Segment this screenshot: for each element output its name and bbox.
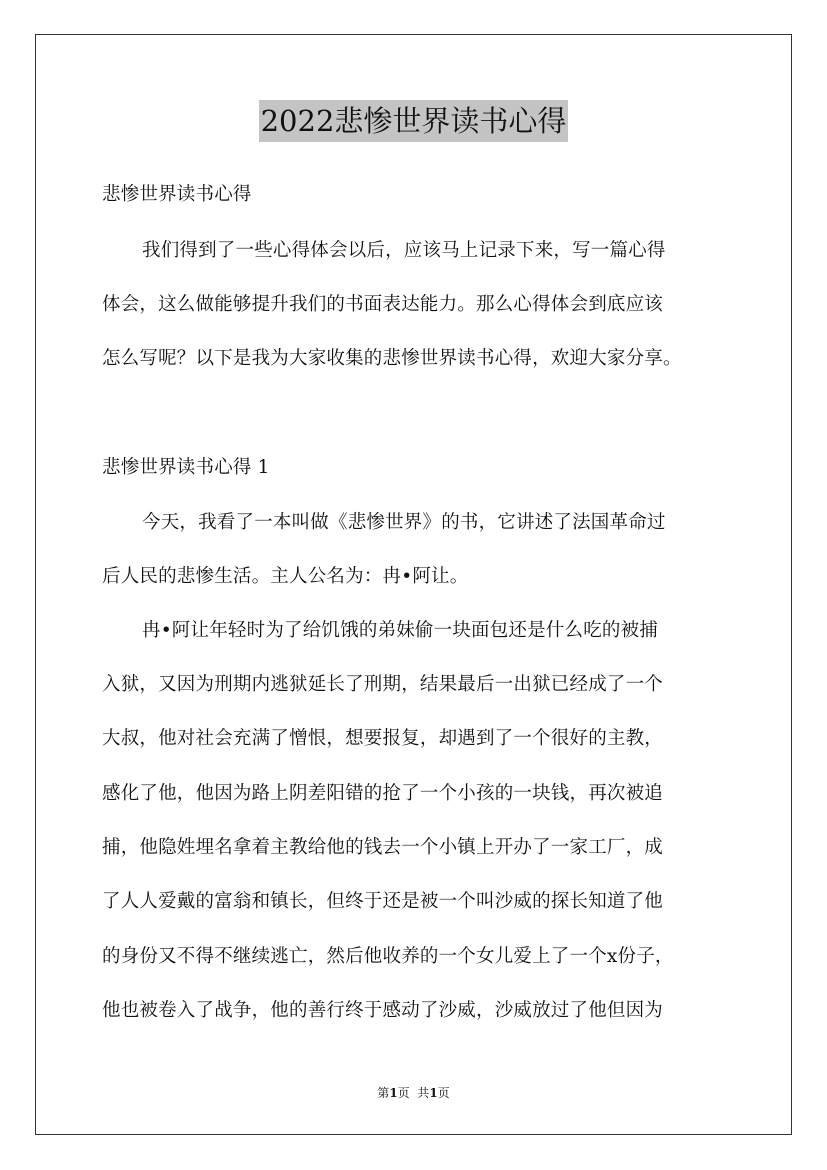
body-line: 今天，我看了一本叫做《悲惨世界》的书，它讲述了法国革命过: [142, 512, 666, 533]
intro-line: 体会，这么做能够提升我们的书面表达能力。那么心得体会到底应该: [102, 294, 664, 315]
title-container: [0, 100, 827, 142]
subtitle: 悲惨世界读书心得: [102, 184, 252, 205]
page-footer: [0, 1084, 827, 1101]
body-line: 冉•阿让年轻时为了给饥饿的弟妹偷一块面包还是什么吃的被捕: [142, 620, 659, 641]
body-line: 他也被卷入了战争，他的善行终于感动了沙威，沙威放过了他但因为: [102, 1000, 664, 1021]
footer-suffix: 页: [437, 1086, 450, 1100]
body-line: 大叔，他对社会充满了憎恨，想要报复，却遇到了一个很好的主教，: [102, 728, 664, 749]
section-heading: 悲惨世界读书心得 1: [102, 457, 270, 478]
body-line: 后人民的悲惨生活。主人公名为：冉•阿让。: [102, 566, 469, 587]
intro-line: 怎么写呢？以下是我为大家收集的悲惨世界读书心得，欢迎大家分享。: [102, 348, 682, 369]
footer-prefix: 第: [377, 1086, 390, 1100]
body-line: 入狱，又因为刑期内逃狱延长了刑期，结果最后一出狱已经成了一个: [102, 674, 664, 695]
footer-page-number: 1: [389, 1086, 398, 1100]
intro-line: 我们得到了一些心得体会以后，应该马上记录下来，写一篇心得: [142, 240, 666, 261]
body-line: 了人人爱戴的富翁和镇长，但终于还是被一个叫沙威的探长知道了他: [102, 891, 664, 912]
body-line: 捕，他隐姓埋名拿着主教给他的钱去一个小镇上开办了一家工厂，成: [102, 837, 664, 858]
footer-mid: 页 共: [397, 1086, 430, 1100]
body-line: 的身份又不得不继续逃亡，然后他收养的一个女儿爱上了一个x份子，: [102, 946, 674, 967]
body-line: 感化了他，他因为路上阴差阳错的抢了一个小孩的一块钱，再次被追: [102, 783, 664, 804]
footer-total-pages: 1: [429, 1086, 438, 1100]
document-title: 2022悲惨世界读书心得: [259, 100, 569, 142]
